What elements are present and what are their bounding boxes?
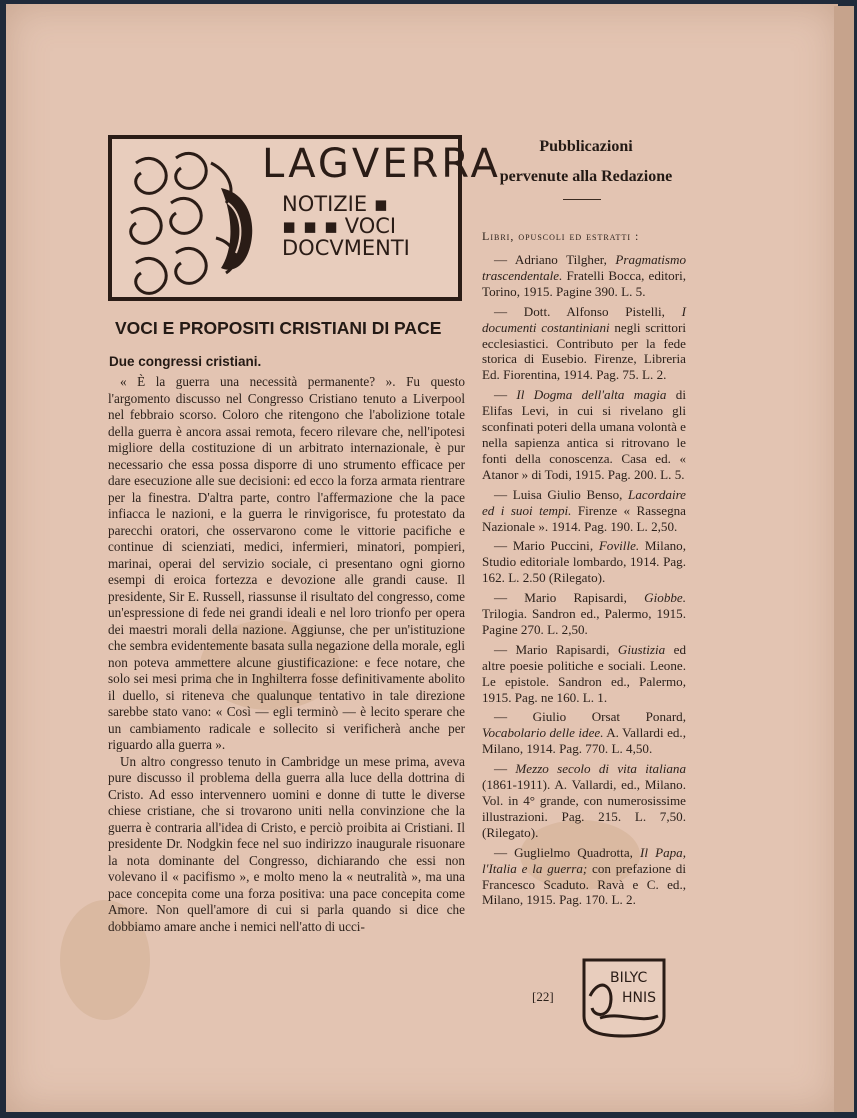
article-body xyxy=(108,374,465,935)
article-subheading: Due congressi cristiani. xyxy=(109,354,262,369)
masthead-subtitle: NOTIZIE ▪ ▪ ▪ ▪ VOCI DOCVMENTI xyxy=(282,192,410,260)
masthead-illustration xyxy=(108,135,501,301)
list-item: — Giulio Orsat Ponard, Vocabolario delle idee. A. Vallardi ed., Milano, 1914. Pag. 770. L. 4,50. xyxy=(482,709,686,757)
divider xyxy=(563,199,601,200)
article-paragraph: « È la guerra una necessità permanente? ». Fu questo l'argomento discusso nel Congresso Cristiano tenuto a Liverpool nel febbraio scorso. Coloro che ritengono che l'abolizione totale della guerra è ancora assai remota, fecero rilevare che, nell'ipotesi migliore della costituzione di un arbitrato internazionale, è pur necessario che essa possa disporre di uno strumento efficace per dare esecuzione alle sue decisioni: ed ecco la forza armata rientrare per la finestra. D'altra parte, contro l'affermazione che la pace infiacca le nazioni, e la guerra le rinvigorisce, fu protestato da parecchi oratori, che osservarono come le vittorie pacifiche e continue di scienziati, medici, infermieri, minatori, pompieri, marinai, operai del servizio sociale, ci presentano ogni giorno esempi di eroica fortezza e devozione alle grandi cause. Il presidente, Sir E. Russell, riassunse il risultato del congresso, come un'espressione di fede nei grandi ideali e nel loro trionfo per opera dei maestri morali della nazione. Aggiunse, che per un'istituzione che sembra evidentemente basata sulla negazione della morale, egli non poteva ammettere alcune giustificazione: e fece notare, che solo sei mesi prima che in Inghilterra fosse definitivamente abolito il duello, si riteneva che qualunque tentativo in tale direzione sarebbe stato vano: « Così — egli terminò — è lecito sperare che un cambiamento radicale e sollecito si verificherà anche per riguardo alla guerra ». xyxy=(108,374,465,752)
page-number: [22] xyxy=(532,989,554,1004)
list-item: — Adriano Tilgher, Pragmatismo trascendentale. Fratelli Bocca, editori, Torino, 1915. Pagine 390. L. 5. xyxy=(482,252,686,299)
list-item: — Guglielmo Quadrotta, Il Papa, l'Italia e la guerra; con prefazione di Francesco Scaduto. Ravà e C. ed., Milano, 1915. Pag. 170. L. 2. xyxy=(482,844,686,908)
medusa-illustration xyxy=(116,143,266,297)
list-item: — Il Dogma dell'alta magia di Elifas Levi, in cui si rivelano gli sconfinati poteri della umana volontà e nella sapienza antica si ritrovano le fonti della conoscenza. Casa ed. « Atanor » di Todi, 1915. Pag. 200. L. 5. xyxy=(482,387,686,482)
list-item: — Mario Puccini, Foville. Milano, Studio editoriale lombardo, 1914. Pag. 162. L. 2.50 (Rilegato). xyxy=(482,538,686,586)
svg-text:HNIS: HNIS xyxy=(622,990,657,1006)
bilychnis-logo xyxy=(580,956,668,1038)
publications-title xyxy=(478,132,694,192)
svg-text:BILYC: BILYC xyxy=(610,970,648,986)
page-edge xyxy=(834,6,854,1112)
publications-list xyxy=(482,252,686,912)
list-item: — Mario Rapisardi, Giustizia ed altre poesie politiche e sociali. Leone. Le epistole. Sandron ed., Palermo, 1915. Pag. ne 160. L. 1. xyxy=(482,641,686,705)
list-item: — Dott. Alfonso Pistelli, I documenti costantiniani negli scrittori ecclesiastici. Contributo per la fede storica di Eusebio. Firenze, Libreria Ed. Fiorentina, 1914. Pag. 75. L. 2. xyxy=(482,303,686,383)
list-item: — Mario Rapisardi, Giobbe. Trilogia. Sandron ed., Palermo, 1915. Pagine 270. L. 2,50. xyxy=(482,590,686,637)
publications-title-line: Pubblicazioni xyxy=(539,138,633,155)
article-paragraph: Un altro congresso tenuto in Cambridge un mese prima, aveva pure discusso il problema della guerra alla luce della dottrina di Cristo. Ad esso intervennero uomini e donne di tutte le diverse chiese cristiane, che si trovarono uniti nella convinzione che la guerra è contraria all'idea di Cristo, e perciò proibita ai Cristiani. Il presidente Dr. Nodgkin fece nel suo indirizzo inaugurale risuonare la nota dominante del Congresso, dichiarando che essi non volevano il « pacifismo », e molto meno la « neutralità », ma una pace concepita come una forza positiva: una pace concepita come Amore. Non quell'amore di cui si parla quando si dice che dobbiamo amare anche i nemici nell'atto di ucci- xyxy=(108,753,465,934)
list-item: — Luisa Giulio Benso, Lacordaire ed i suoi tempi. Firenze « Rassegna Nazionale ». 1914. Pag. 190. L. 2,50. xyxy=(482,486,686,534)
article-heading: VOCI E PROPOSITI CRISTIANI DI PACE xyxy=(115,318,442,338)
masthead-title: LAGVERRA xyxy=(262,141,501,187)
publications-title-line: pervenute alla Redazione xyxy=(499,168,673,185)
publications-section-label: Libri, opuscoli ed estratti : xyxy=(482,229,640,243)
list-item: — Mezzo secolo di vita italiana (1861-1911). A. Vallardi, ed., Milano. Vol. in 4° grande, con numerosissime illustrazioni. Pag. 215. L. 7,50. (Rilegato). xyxy=(482,761,686,840)
